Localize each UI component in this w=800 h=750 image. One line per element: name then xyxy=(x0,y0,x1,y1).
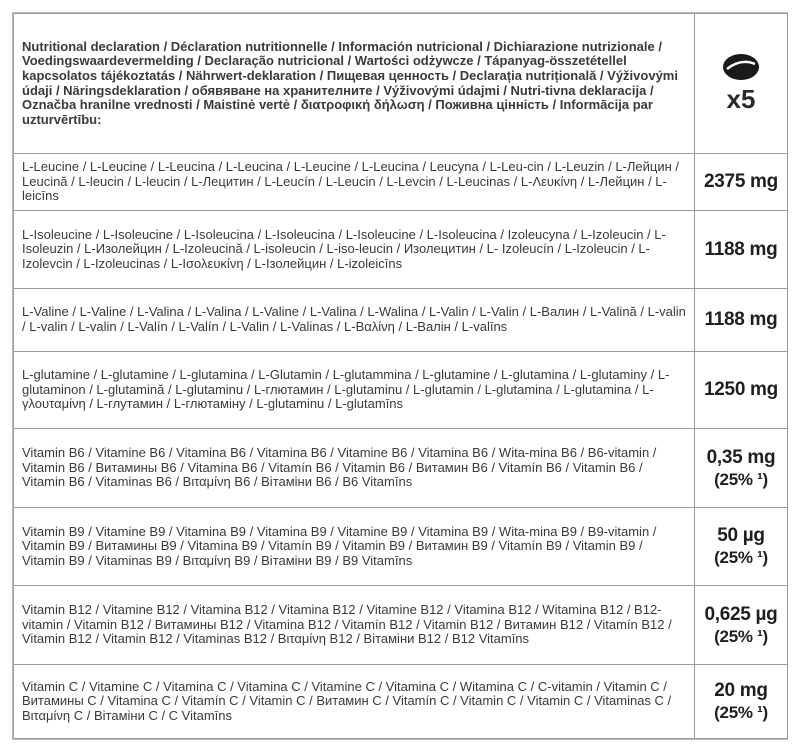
declaration-heading: Nutritional declaration / Déclaration nutritionnelle / Información nutricional / Dichiarazione nutrizionale / Voedingswaardevermelding / Declaração nutricional / Wartości odżywcze / Tápanyag-összetétellel kapcsolatos tájékoztatás / Nährwert-deklaration / Пищевая ценность / Declarația nutrițională / Výživovými údaji / Näringsdeklaration / обявяване на хранителните / Výživovými údajmi / Nutri-tivna deklaracija / Označba hranilne vrednosti / Maistinė vertė / διατροφική δήλωση / Поживна цінність / Informācija par uzturvērtību: xyxy=(14,14,695,154)
reference-intake: (25% ¹) xyxy=(714,626,768,646)
reference-intake: (25% ¹) xyxy=(714,548,768,567)
capsule-icon xyxy=(721,52,761,82)
nutrient-amount: 0,35 mg xyxy=(706,446,776,468)
nutrition-panel xyxy=(12,12,788,740)
nutrient-amount-cell xyxy=(695,154,788,211)
nutrient-name: Vitamin B12 / Vitamine B12 / Vitamina B12 / Vitamina B12 / Vitamine B12 / Vitamina B12 / Witamina B12 / B12-vitamin / Vitamin B12 / Витамины B12 / Vitamina B12 / Vitamín B12 / Vitamin B12 / Витамин B12 / Vitamín B12 / Vitamin B12 / Vitamin B12 / Vitaminas B12 / Βιταμίνη B12 / Вітаміни B12 / B12 Vitamīns xyxy=(14,586,695,665)
nutrient-amount: 0,625 µg xyxy=(704,603,778,625)
nutrient-amount-cell xyxy=(695,665,788,739)
nutrient-name: L-Isoleucine / L-Isoleucine / L-Isoleucina / L-Isoleucina / L-Isoleucine / L-Isoleucina / Izoleucyna / L-Izoleucin / L-Isoleuzin / L-Изолейцин / L-Izoleucină / L-isoleucin / L-iso-leucin / Изолецитин / L- Izoleucín / L-Izoleucin / L-Izolevcin / L-Izoleucinas / L-Ισολευκίνη / L-Ізолейцин / L-izoleicīns xyxy=(14,211,695,289)
serving-cell xyxy=(695,14,788,154)
serving-count: x5 xyxy=(726,84,756,114)
nutrient-row xyxy=(14,429,788,508)
nutrient-amount: 1250 mg xyxy=(704,379,778,400)
nutrient-row xyxy=(14,289,788,352)
nutrient-amount-cell xyxy=(695,586,788,665)
nutrient-amount: 1188 mg xyxy=(704,309,778,330)
nutrient-amount: 20 mg xyxy=(714,680,768,701)
nutrient-row xyxy=(14,665,788,739)
nutrient-name: L-glutamine / L-glutamine / L-glutamina / L-Glutamin / L-glutammina / L-glutamine / L-glutamina / L-glutaminy / L-glutaminon / L-glutamină / L-glutaminu / L-глютамин / L-glutaminu / L-glutamin / L-glutamina / L-glutamina / L-γλουταμίνη / L-глутамин / L-глютаміну / L-glutaminu / L-glutamīns xyxy=(14,352,695,429)
nutrient-amount: 2375 mg xyxy=(704,171,778,192)
nutrient-name: Vitamin C / Vitamine C / Vitamina C / Vitamina C / Vitamine C / Vitamina C / Witamina C / C-vitamin / Vitamin C / Витамины C / Vitamina C / Vitamín C / Vitamin C / Витамин C / Vitamín C / Vitamin C / Vitamin C / Vitaminas C / Βιταμίνη C / Вітаміни C / C Vitamīns xyxy=(14,665,695,739)
nutrient-amount: 1188 mg xyxy=(704,238,778,260)
nutrient-name: L-Valine / L-Valine / L-Valina / L-Valina / L-Valine / L-Valina / L-Walina / L-Valin / L-Valin / L-Валин / L-Valină / L-valin / L-valin / L-valin / L-Valín / L-Valín / L-Valin / L-Valinas / L-Βαλίνη / L-Валін / L-valīns xyxy=(14,289,695,352)
header-row xyxy=(14,14,788,154)
nutrient-amount-cell xyxy=(695,211,788,289)
nutrient-amount: 50 µg xyxy=(717,525,765,546)
nutrition-table xyxy=(13,13,788,739)
nutrient-row xyxy=(14,586,788,665)
nutrient-amount-cell xyxy=(695,429,788,508)
reference-intake: (25% ¹) xyxy=(714,469,768,489)
nutrient-row xyxy=(14,352,788,429)
nutrient-row xyxy=(14,211,788,289)
nutrient-name: Vitamin B9 / Vitamine B9 / Vitamina B9 / Vitamina B9 / Vitamine B9 / Vitamina B9 / Wita-mina B9 / B9-vitamin / Vitamin B9 / Витамины B9 / Vitamina B9 / Vitamín B9 / Vitamin B9 / Витамин B9 / Vitamín B9 / Vitamin B9 / Vitamin B9 / Vitaminas B9 / Βιταμίνη B9 / Вітаміни B9 / B9 Vitamīns xyxy=(14,508,695,586)
nutrient-row xyxy=(14,154,788,211)
nutrient-amount-cell xyxy=(695,508,788,586)
nutrient-name: Vitamin B6 / Vitamine B6 / Vitamina B6 / Vitamina B6 / Vitamine B6 / Vitamina B6 / Wita-mina B6 / B6-vitamin / Vitamin B6 / Витамины B6 / Vitamina B6 / Vitamín B6 / Vitamin B6 / Витамин B6 / Vitamín B6 / Vitamin B6 / Vitamin B6 / Vitaminas B6 / Βιταμίνη B6 / Вітаміни B6 / B6 Vitamīns xyxy=(14,429,695,508)
nutrient-amount-cell xyxy=(695,352,788,429)
nutrient-name: L-Leucine / L-Leucine / L-Leucina / L-Leucina / L-Leucine / L-Leucina / Leucyna / L-Leu-cin / L-Leuzin / L-Лейцин / Leucină / L-leucin / L-leucin / L-Лецитин / L-Leucín / L-Leucin / L-Levcin / L-Leucinas / L-Λευκίνη / L-Лейцин / L-leicīns xyxy=(14,154,695,211)
nutrient-row xyxy=(14,508,788,586)
reference-intake: (25% ¹) xyxy=(714,703,768,722)
nutrient-amount-cell xyxy=(695,289,788,352)
